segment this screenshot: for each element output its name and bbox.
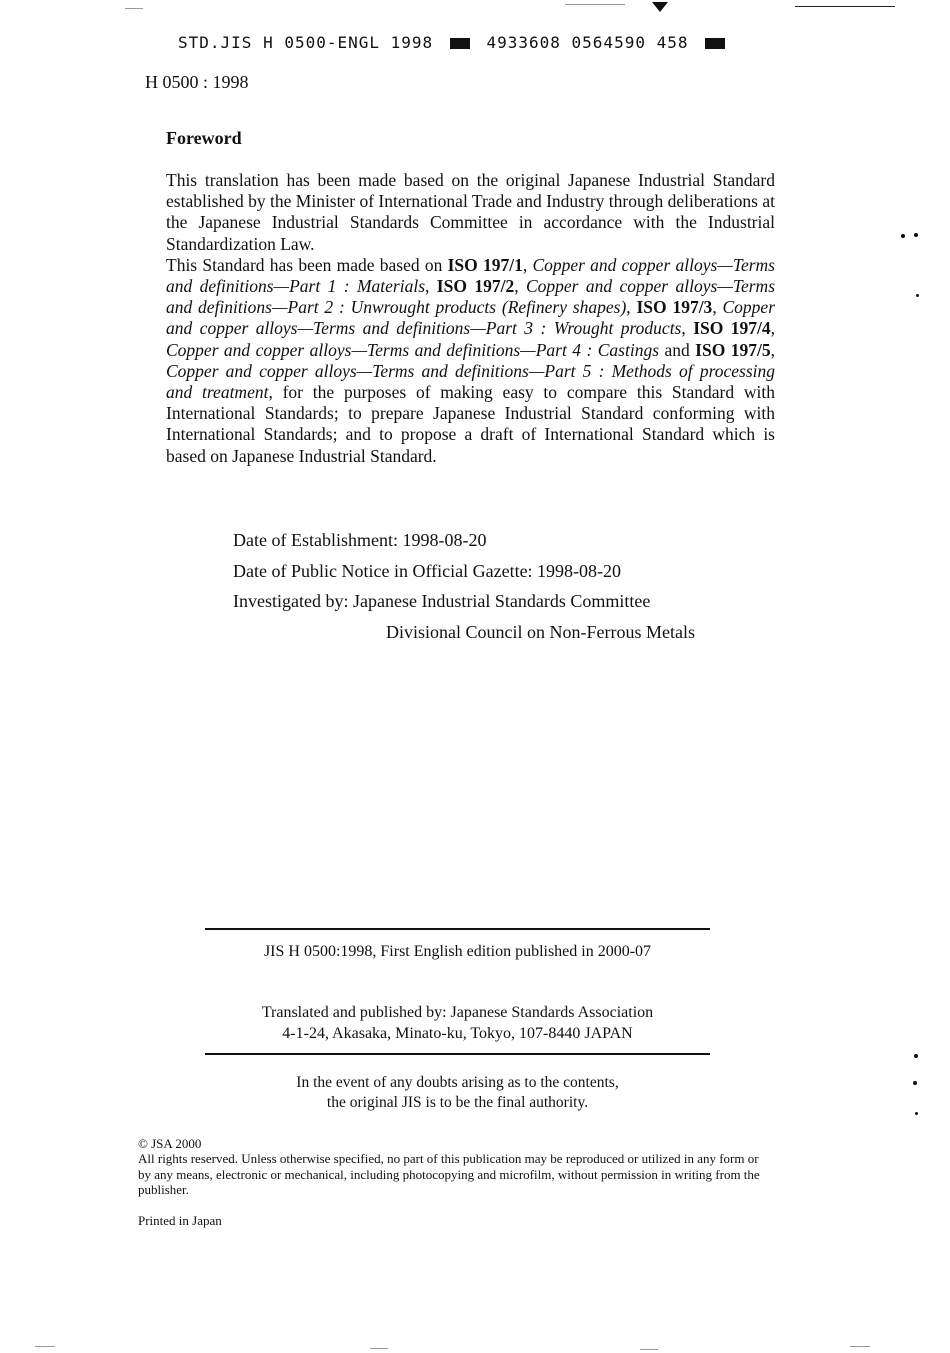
block-mark-icon (705, 38, 725, 49)
scan-speck (915, 1112, 918, 1115)
iso-ref-3: ISO 197/3 (636, 297, 713, 318)
copyright-block (138, 1136, 770, 1198)
iso-title-1: Copper and copper alloys—Terms and definitions—Part 1 : Materials (166, 254, 775, 297)
iso-title-4: Copper and copper alloys—Terms and definitions—Part 4 : Castings (166, 339, 660, 360)
divider-top (205, 928, 710, 930)
header-right-text: 4933608 0564590 458 (486, 33, 689, 52)
header-left-text: STD.JIS H 0500-ENGL 1998 (178, 33, 434, 52)
scan-speck (914, 1054, 918, 1058)
iso-title-2: Copper and copper alloys—Terms and definitions—Part 2 : Unwrought products (Refinery shapes) (166, 276, 775, 318)
foreword-paragraph-1: This translation has been made based on the original Japanese Industrial Standard established by the Minister of International Trade and Industry through deliberations at the Japanese Industrial Standards Committee in accordance with the Industrial Standardization Law. (166, 170, 775, 254)
investigated-by: Investigated by: Japanese Industrial Standards Committee (233, 591, 651, 611)
scan-artifact-line (795, 6, 895, 7)
edition-line: JIS H 0500:1998, First English edition published in 2000-07 (263, 943, 652, 960)
block-mark-icon (450, 38, 470, 49)
iso-ref-4: ISO 197/4 (693, 318, 771, 339)
divider-bottom (205, 1053, 710, 1055)
investigated-council: Divisional Council on Non-Ferrous Metals (386, 621, 695, 642)
iso-title-5: Copper and copper alloys—Terms and definitions—Part 5 : Methods of processing and treatment (166, 360, 775, 403)
publisher-line-2: 4-1-24, Akasaka, Minato-ku, Tokyo, 107-8440 JAPAN (282, 1025, 633, 1042)
date-public-notice: Date of Public Notice in Official Gazette: 1998-08-20 (233, 560, 622, 581)
publisher-line-1: Translated and published by: Japanese Standards Association (261, 1004, 654, 1021)
scan-artifact-line (35, 1346, 55, 1347)
scan-speck (913, 1081, 917, 1085)
and-word: and (664, 339, 690, 360)
copyright-symbol-line: © JSA 2000 (138, 1136, 202, 1151)
scan-speck (916, 294, 919, 297)
foreword-paragraph-2: This Standard has been made based on ISO 197/1, Copper and copper alloys—Terms and definitions—Part 1 : Materials, ISO 197/2, Copper and copper alloys—Terms and definitions—Part 2 : Unwrought products (Refinery shapes), ISO 197/3, Copper and copper alloys—Terms and definitions—Part 3 : Wrought products, ISO 197/4, Copper and copper alloys—Terms and definitions—Part 4 : Castings and ISO 197/5, Copper and copper alloys—Terms and definitions—Part 5 : Methods of processing and treatment, for the purposes of making easy to compare this Standard with International Standards; to prepare Japanese Industrial Standard conforming with International Standards; and to propose a draft of International Standard which is based on Japanese Industrial Standard. (166, 254, 776, 466)
iso-ref-2: ISO 197/2 (436, 276, 515, 297)
triangle-mark-icon (652, 2, 668, 12)
standard-number: H 0500 : 1998 (145, 72, 249, 92)
foreword-title: Foreword (166, 128, 242, 148)
doubts-line-2: the original JIS is to be the final authority. (326, 1093, 589, 1111)
scan-speck (901, 234, 905, 238)
scan-artifact-line (125, 8, 143, 9)
scan-artifact-line (565, 4, 625, 5)
doubts-line-1: In the event of any doubts arising as to the contents, (296, 1074, 619, 1091)
doubts-notice (205, 1073, 710, 1112)
foreword-body (166, 170, 775, 467)
document-header (178, 33, 731, 52)
date-establishment: Date of Establishment: 1998-08-20 (233, 530, 487, 550)
p2-intro: This Standard has been made based on (166, 254, 448, 275)
scan-artifact-line (850, 1346, 870, 1347)
scan-artifact-line (370, 1348, 388, 1349)
iso-ref-5: ISO 197/5 (695, 339, 771, 360)
copyright-rights: All rights reserved. Unless otherwise specified, no part of this publication may be reproduced or utilized in any form or by any means, electronic or mechanical, including photocopying and microfilm, without permission in writing from the publisher. (138, 1151, 760, 1198)
dates-block (233, 525, 695, 647)
iso-title-3: Copper and copper alloys—Terms and definitions—Part 3 : Wrought products (166, 297, 775, 339)
scan-speck (914, 233, 918, 237)
p2-outro: , for the purposes of making easy to compare this Standard with International Standards; to prepare Japanese Industrial Standard conforming with International Standards; and to propose a draft of International Standard which is based on Japanese Industrial Standard. (166, 382, 776, 466)
publisher-block (205, 1002, 710, 1044)
printed-in: Printed in Japan (138, 1213, 222, 1228)
iso-ref-1: ISO 197/1 (447, 254, 523, 275)
scan-artifact-line (640, 1349, 658, 1350)
